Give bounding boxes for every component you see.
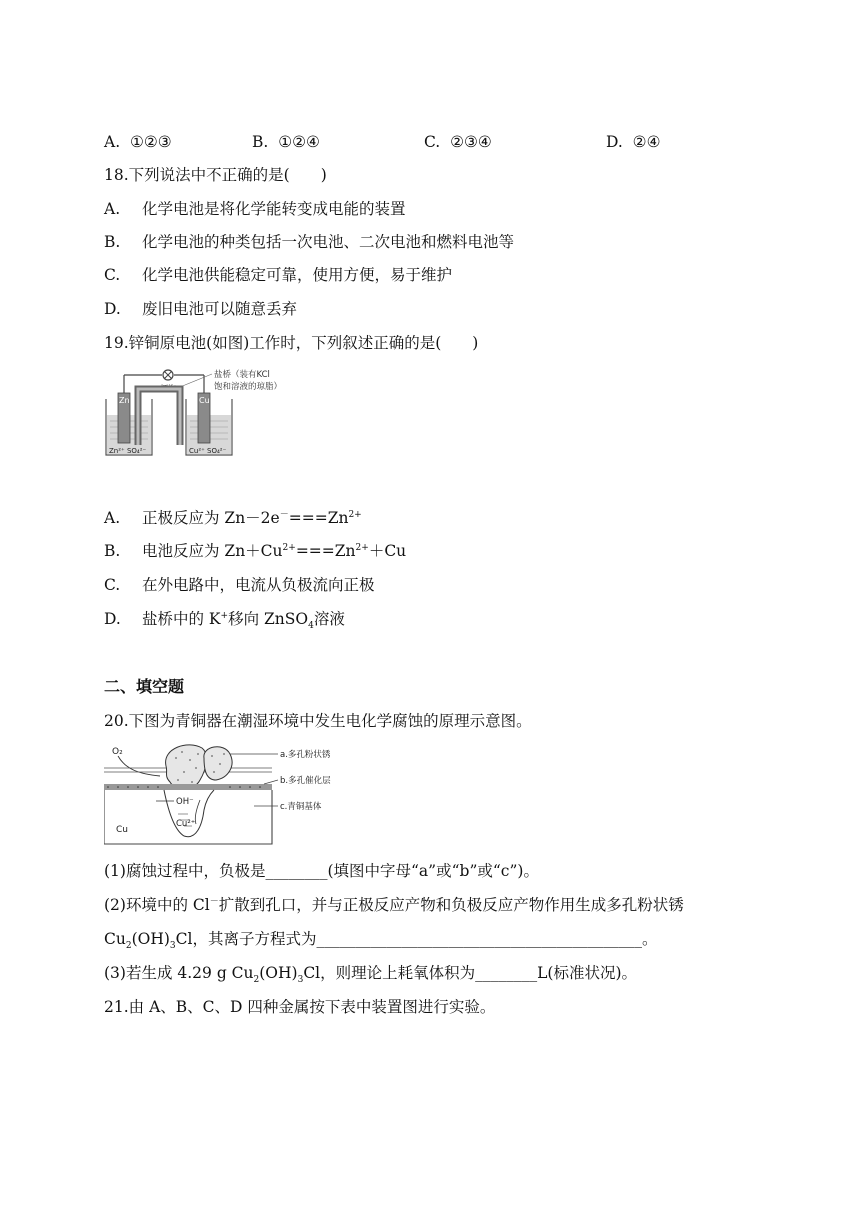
cu-label: Cu [116, 825, 128, 835]
q18-option-a: A. 化学电池是将化学能转变成电能的装置 [104, 200, 406, 218]
catalyst-layer [104, 784, 272, 790]
corrosion-figure [104, 740, 364, 850]
label-a: a.多孔粉状锈 [280, 750, 331, 760]
q18-option-b: B. 化学电池的种类包括一次电池、二次电池和燃料电池等 [104, 233, 515, 251]
zn-electrode-label: Zn [119, 396, 130, 405]
cu2-label: Cu²⁺ [176, 819, 196, 829]
q17-option-b: B. ①②④ [252, 133, 320, 151]
porous-rust [166, 745, 207, 789]
left-solution-label: Zn²⁺ SO₄²⁻ [109, 447, 147, 455]
zn-cu-cell-figure [104, 365, 314, 460]
q20-part2-cont: $Cu_2(OH)_3Cl$，其离子方程式为__________________________________________。 [104, 930, 658, 952]
label-c: c.青铜基体 [280, 802, 322, 812]
q20-stem: 20.下图为青铜器在潮湿环境中发生电化学腐蚀的原理示意图。 [104, 712, 532, 730]
q20-part2: (2)环境中的 Cl－扩散到孔口，并与正极反应产物和负极反应产物作用生成多孔粉状锈 [104, 896, 684, 914]
cu-electrode-label: Cu [199, 396, 210, 405]
q20-part1: (1)腐蚀过程中，负极是________(填图中字母“a”或“b”或“c”)。 [104, 862, 539, 880]
q17-option-d: D. ②④ [606, 133, 661, 151]
q19-option-a: A. 正极反应为 $Zn-2e^-===Zn^{2+}$ [104, 509, 362, 527]
q19-option-c: C. 在外电路中，电流从负极流向正极 [104, 576, 375, 594]
bulb-label: 灯泡 [160, 384, 176, 393]
q19-option-b: B. 电池反应为 $Zn+Cu^{2+}===Zn^{2+}+Cu$ [104, 542, 407, 560]
o2-label: O₂ [112, 747, 123, 757]
q17-option-c: C. ②③④ [424, 133, 492, 151]
label-b: b.多孔催化层 [280, 776, 331, 786]
salt-bridge-label-2: 饱和溶液的琼脂） [214, 382, 283, 392]
q21-stem: 21.由 A、B、C、D 四种金属按下表中装置图进行实验。 [104, 998, 496, 1016]
salt-bridge-label-1: 盐桥（装有KCl [214, 370, 270, 380]
q18-option-c: C. 化学电池供能稳定可靠，使用方便，易于维护 [104, 266, 453, 284]
q19-option-d: D. 盐桥中的 K+移向 ZnSO$_4$溶液 [104, 610, 345, 632]
right-solution-label: Cu²⁺ SO₄²⁻ [189, 447, 227, 455]
q18-option-d: D. 废旧电池可以随意丢弃 [104, 300, 298, 318]
q18-stem: 18.下列说法中不正确的是( ) [104, 166, 327, 184]
q17-option-a: A. ①②③ [104, 133, 172, 151]
q19-stem: 19.锌铜原电池(如图)工作时，下列叙述正确的是( ) [104, 334, 479, 352]
section-title: 二、填空题 [104, 677, 185, 696]
q20-part3: (3)若生成 4.29 g $Cu_2(OH)_3Cl$，则理论上耗氧体积为________L(标准状况)。 [104, 964, 638, 986]
oh-label: OH⁻ [176, 797, 194, 807]
